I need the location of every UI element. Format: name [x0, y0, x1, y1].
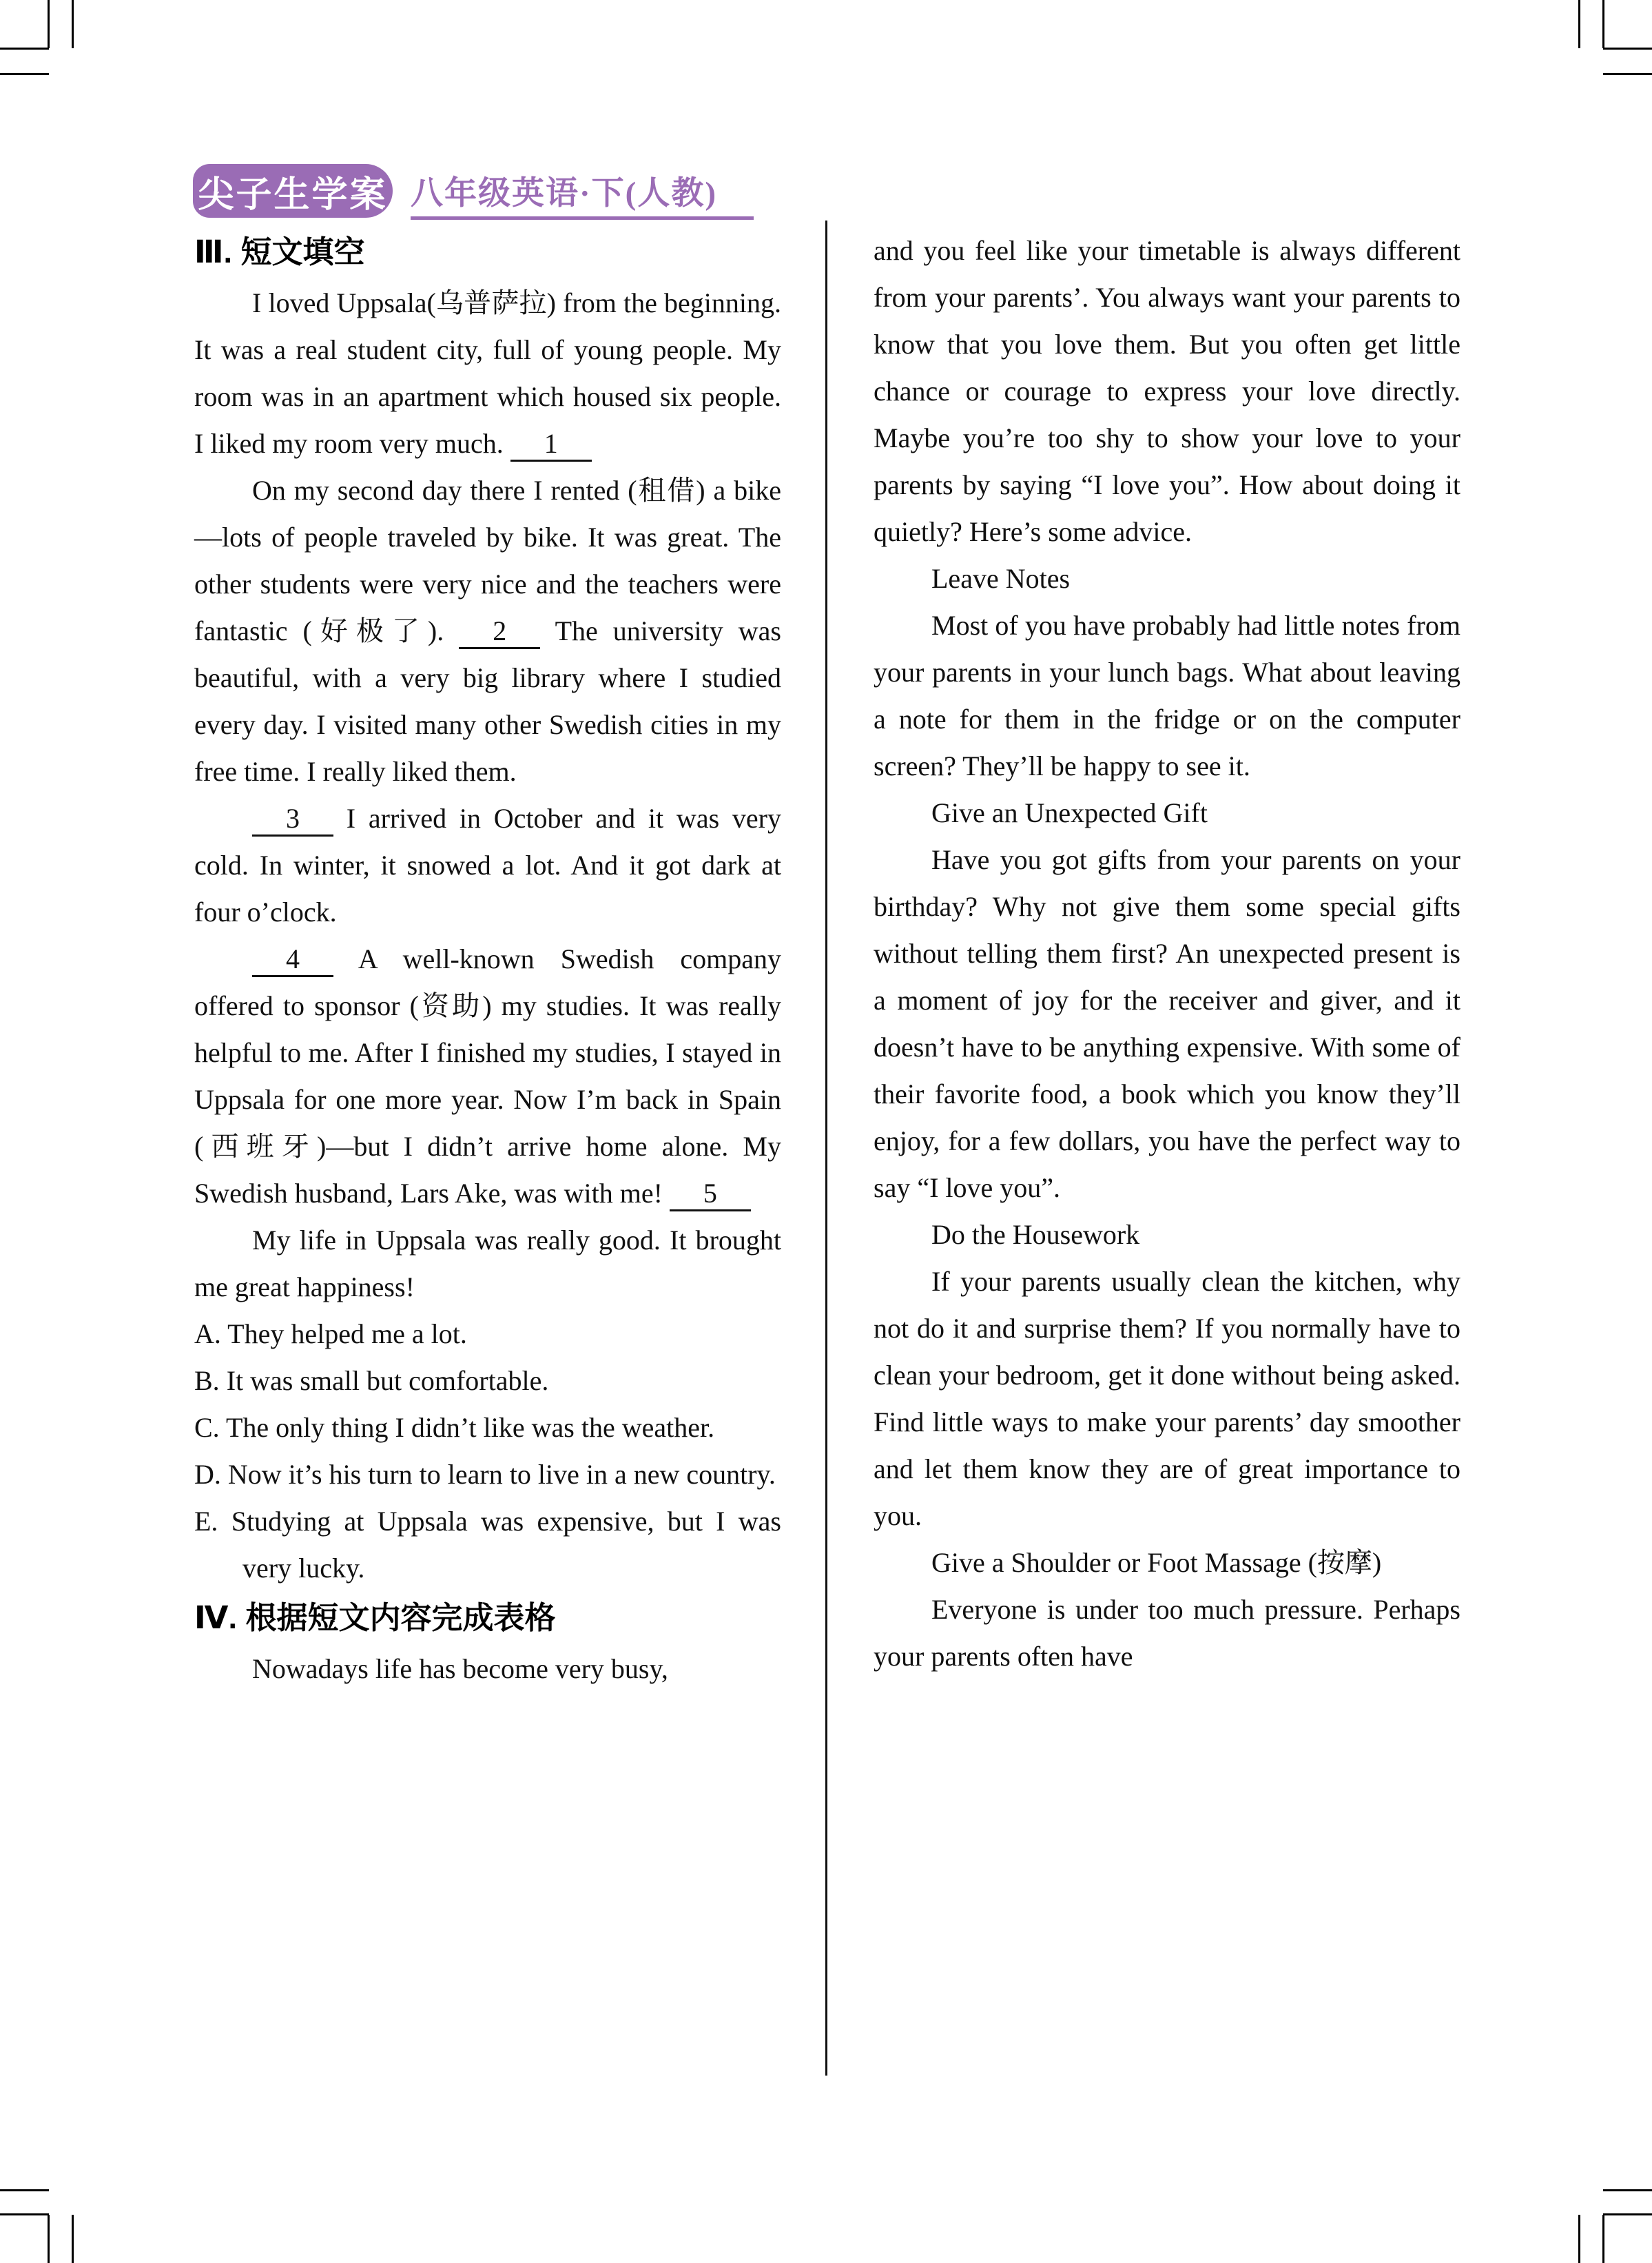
paragraph: If your parents usually clean the kitchen, why not do it and surprise them? If you normally have to clean your bedroom, get it done without being asked. Find little ways to make your parents’ day smoother and let them know they are of great importance to you.	[874, 1266, 1460, 1531]
crop-mark-line	[48, 0, 50, 48]
crop-mark-line	[72, 0, 74, 48]
subheading: Give an Unexpected Gift	[931, 797, 1208, 828]
crop-mark-line	[1603, 73, 1652, 75]
subheading: Give a Shoulder or Foot Massage (按摩)	[931, 1547, 1382, 1578]
crop-mark-line	[0, 2189, 49, 2191]
option-item	[194, 1311, 781, 1358]
crop-mark-line	[1602, 2215, 1604, 2263]
paragraph: Nowadays life has become very busy,	[252, 1653, 668, 1684]
paragraph: Most of you have probably had little notes from your parents in your lunch bags. What about leaving a note for them in the fridge or on the computer screen? They’ll be happy to see it.	[874, 610, 1460, 781]
answer-blank-1: 1	[510, 429, 592, 462]
paragraph: 3 I arrived in October and it was very cold. In winter, it snowed a lot. And it got dark at four o’clock.	[194, 803, 781, 928]
paragraph: and you feel like your timetable is always different from your parents’. You always want your parents to know that you love them. But you often get little chance or courage to express your love directly. Maybe you’re too shy to show your love to your parents by saying “I love you”. How about doing it quietly? Here’s some advice.	[874, 235, 1460, 547]
column-divider	[825, 221, 827, 2076]
crop-mark-line	[0, 73, 49, 75]
section-3-heading: Ⅲ. 短文填空	[194, 234, 365, 269]
crop-mark-line	[1603, 2213, 1652, 2215]
paragraph: Everyone is under too much pressure. Perhaps your parents often have	[874, 1594, 1460, 1672]
crop-mark-line	[1603, 48, 1652, 50]
crop-mark-line	[48, 2215, 50, 2263]
section-4-heading: Ⅳ. 根据短文内容完成表格	[194, 1600, 556, 1635]
paragraph: I loved Uppsala(乌普萨拉) from the beginning. It was a real student city, full of young people. My room was in an apartment which housed six people. I liked my room very much. 1	[194, 280, 781, 467]
option-label: B.	[194, 1365, 227, 1396]
cloze-passage	[194, 280, 781, 1311]
answer-blank-3: 3	[252, 804, 333, 837]
option-text: Studying at Uppsala was expensive, but I was very lucky.	[231, 1506, 782, 1584]
option-text: The only thing I didn’t like was the weather.	[225, 1412, 715, 1443]
option-label: E.	[194, 1506, 231, 1537]
crop-mark-line	[0, 2213, 49, 2215]
paragraph: On my second day there I rented (租借) a bike—lots of people traveled by bike. It was great. The other students were very nice and the teachers were fantastic (好极了). 2 The university was beautiful, with a very big library where I studied every day. I visited many other Swedish cities in my free time. I really liked them.	[194, 475, 781, 787]
option-text: They helped me a lot.	[227, 1318, 467, 1349]
option-label: C.	[194, 1412, 226, 1443]
brand-badge: 尖子生学案	[193, 164, 393, 218]
answer-blank-2: 2	[459, 617, 540, 649]
subheading: Do the Housework	[931, 1219, 1140, 1250]
left-column	[194, 227, 781, 1692]
crop-mark-line	[1602, 0, 1604, 48]
crop-mark-line	[1578, 2215, 1580, 2263]
option-text: It was small but comfortable.	[226, 1365, 549, 1396]
right-column	[874, 227, 1460, 1680]
answer-blank-5: 5	[670, 1179, 751, 1211]
paragraph: Have you got gifts from your parents on your birthday? Why not give them some special gifts without telling them first? An unexpected present is a moment of joy for the receiver and giver, and it doesn’t have to be anything expensive. With some of their favorite food, a book which you know they’ll enjoy, for a few dollars, you have the perfect way to say “I love you”.	[874, 844, 1460, 1203]
option-item	[194, 1358, 781, 1404]
paragraph: 4 A well-known Swedish company offered to sponsor (资助) my studies. It was really helpful to me. After I finished my studies, I stayed in Uppsala for one more year. Now I’m back in Spain (西班牙)—but I didn’t arrive home alone. My Swedish husband, Lars Ake, was with me! 5	[194, 936, 781, 1217]
answer-blank-4: 4	[252, 945, 333, 977]
option-label: D.	[194, 1459, 228, 1490]
crop-mark-line	[1603, 2189, 1652, 2191]
option-text: Now it’s his turn to learn to live in a new country.	[227, 1459, 776, 1490]
option-item	[194, 1451, 781, 1498]
section-4-intro	[194, 1646, 781, 1692]
crop-mark-line	[1578, 0, 1580, 48]
option-item	[194, 1498, 781, 1592]
subheading: Leave Notes	[931, 563, 1071, 594]
option-item	[194, 1404, 781, 1451]
paragraph: My life in Uppsala was really good. It brought me great happiness!	[194, 1225, 781, 1302]
option-label: A.	[194, 1318, 228, 1349]
advice-passage	[874, 227, 1460, 1680]
subject-title: 八年级英语·下(人教)	[411, 165, 754, 220]
options-list	[194, 1311, 781, 1592]
crop-mark-line	[72, 2215, 74, 2263]
crop-mark-line	[0, 48, 49, 50]
